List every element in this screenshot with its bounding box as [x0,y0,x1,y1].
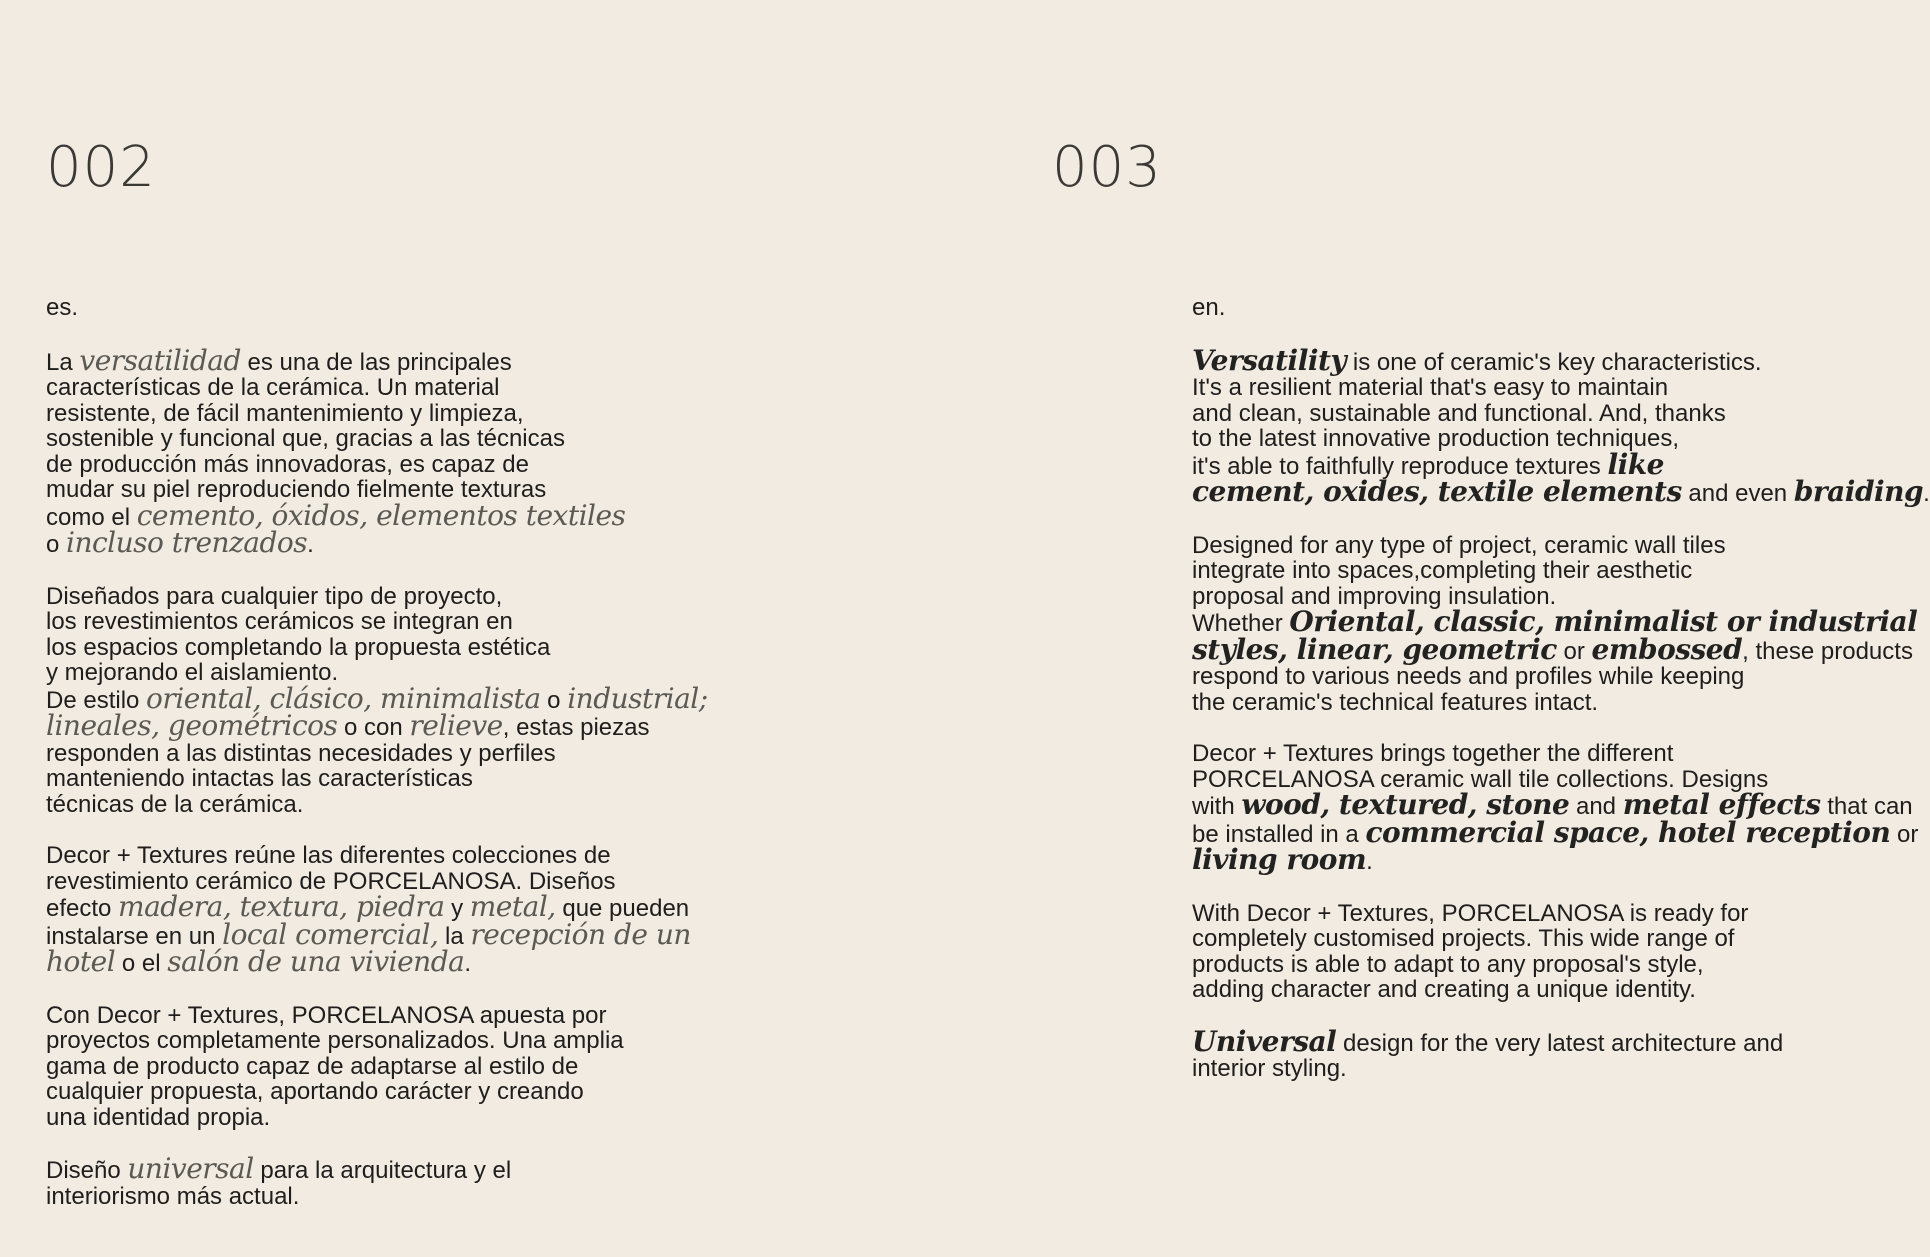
en-paragraph-3 [1192,740,1919,876]
text-run: design for the very latest architecture and [1336,1029,1784,1057]
text-line [46,1079,746,1105]
text-line [46,526,746,559]
en-paragraph-5 [1192,1024,1892,1082]
text-line [1192,343,1892,377]
text-run: Designed for any type of project, ceramic wall tiles [1192,531,1726,559]
text-run: o con [337,714,410,741]
text-run: With Decor + Textures, PORCELANOSA is ready for [1192,899,1749,927]
en-paragraph-1 [1192,343,1930,508]
text-line [1192,375,1892,401]
text-line [46,343,746,377]
text-line [46,1105,746,1131]
text-run: It's a resilient material that's easy to maintain [1192,374,1669,401]
emphasis-run: wood, textured, stone [1241,788,1570,821]
text-run: y [444,895,470,922]
text-run: adding character and creating a unique identity. [1192,976,1696,1003]
text-line [46,766,746,792]
emphasis-run: lineales, geométricos [46,709,338,742]
text-run: revestimiento cerámico de PORCELANOSA. Diseños [46,867,616,895]
text-line [46,945,746,978]
emphasis-run: commercial space, hotel reception [1365,815,1891,849]
text-run: que pueden [555,895,690,922]
emphasis-run: Oriental, classic, minimalist or industrial [1289,605,1918,638]
text-line [46,1028,746,1054]
text-run: that can [1820,793,1913,820]
spanish-text-column [46,295,746,1235]
text-run: una identidad propia. [46,1103,271,1131]
emphasis-run: salón de una vivienda [167,945,465,978]
emphasis-run: oriental, clásico, minimalista [146,681,541,715]
text-run: and even [1681,480,1794,507]
text-line [1192,926,1892,952]
emphasis-run: incluso trenzados [66,526,308,559]
text-run: , these products [1742,637,1913,665]
text-run: to the latest innovative production techniques, [1192,425,1679,452]
es-paragraph-3 [46,843,746,977]
text-run: respond to various needs and profiles while keeping [1192,663,1745,690]
text-run: o el [115,950,168,977]
text-run: with [1192,793,1242,820]
english-paragraphs [1192,343,1930,1082]
text-run: resistente, de fácil mantenimiento y limpieza, [46,399,524,427]
text-line [46,452,746,478]
text-line [1192,426,1892,452]
english-text-column [1192,294,1930,1108]
emphasis-run: cement, oxides, textile elements [1192,475,1682,508]
text-line [1192,843,1892,876]
text-run: PORCELANOSA ceramic wall tile collections. Designs [1192,765,1769,793]
text-run: instalarse en un [46,922,223,950]
text-line [46,1054,746,1080]
text-line [1192,558,1892,584]
emphasis-run: Versatility [1192,343,1347,377]
text-run: , estas piezas [502,714,650,741]
text-line [46,401,746,427]
text-run: técnicas de la cerámica. [46,790,304,818]
emphasis-run: living room [1192,843,1367,876]
page-number-right: 003 [1052,135,1162,200]
text-line [46,584,746,610]
text-line [1192,1024,1892,1058]
text-run: o [46,531,67,558]
text-run: interior styling. [1192,1055,1347,1082]
text-line [1192,401,1892,427]
text-run: proposal and improving insulation. [1192,582,1557,610]
emphasis-run: universal [127,1152,254,1185]
language-label-es: es. [46,294,79,321]
text-run: efecto [46,895,119,922]
es-paragraph-4 [46,1003,746,1131]
emphasis-run: madera, textura, piedra [118,890,445,923]
text-run: . [307,531,314,558]
text-line [1192,741,1892,767]
text-run: interiorismo más actual. [46,1182,300,1210]
text-run: de producción más innovadoras, es capaz de [46,450,529,478]
text-line [46,709,746,742]
text-run: características de la cerámica. Un material [46,374,500,401]
text-run: the ceramic's technical features intact. [1192,688,1599,716]
text-line [46,426,746,452]
text-line [1192,533,1892,559]
en-paragraph-2 [1192,531,1918,716]
text-line [46,741,746,767]
text-line [46,635,746,661]
page-number-left: 002 [46,135,156,200]
text-run: gama de producto capaz de adaptarse al estilo de [46,1052,579,1080]
text-line [46,1184,746,1210]
text-line [1192,664,1892,690]
emphasis-run: industrial; [567,681,708,715]
text-run: como el [46,503,137,531]
text-run: or [1556,637,1592,665]
text-run: completely customised projects. This wide range of [1192,925,1735,952]
text-line [1192,475,1930,508]
text-run: Diseñados para cualquier tipo de proyecto, [46,582,503,610]
text-run: is one of ceramic's key characteristics. [1346,348,1762,376]
text-line [1192,977,1892,1003]
emphasis-run: versatilidad [79,343,241,377]
text-line [46,1003,746,1029]
text-run: Diseño [46,1157,128,1184]
text-run: Con Decor + Textures, PORCELANOSA apuesta por [46,1001,607,1029]
es-paragraph-2 [46,584,746,818]
text-run: or [1890,820,1919,848]
es-paragraph-5 [46,1152,746,1210]
es-paragraph-1 [46,343,746,559]
text-line [1192,690,1892,716]
text-run: La [46,348,80,376]
text-run: . [464,950,472,977]
text-run: products is able to adapt to any proposal's style, [1192,950,1704,978]
text-line [46,843,746,869]
text-run: es una de las principales [240,348,512,376]
emphasis-run: local comercial, [222,917,439,951]
text-line [46,609,746,635]
emphasis-run: like [1607,447,1664,481]
text-run: los revestimientos cerámicos se integran en [46,608,513,635]
text-run: proyectos completamente personalizados. Una amplia [46,1027,624,1054]
text-line [1192,632,1913,666]
text-run: para la arquitectura y el [253,1157,512,1184]
emphasis-run: relieve [409,709,503,742]
text-run: los espacios completando la propuesta estética [46,633,551,661]
text-run: Decor + Textures reúne las diferentes colecciones de [46,842,611,869]
text-run: y mejorando el aislamiento. [46,659,339,686]
text-run: and clean, sustainable and functional. And, thanks [1192,399,1726,427]
text-run: be installed in a [1192,820,1366,848]
text-run: and [1569,793,1623,820]
text-run: cualquier propuesta, aportando carácter y creando [46,1078,584,1105]
en-paragraph-4 [1192,901,1892,1003]
emphasis-run: Universal [1192,1024,1337,1058]
text-run: responden a las distintas necesidades y perfiles [46,739,556,767]
emphasis-run: styles, linear, geometric [1192,632,1557,666]
text-line [1192,1056,1892,1082]
text-run: integrate into spaces,completing their aesthetic [1192,557,1693,584]
emphasis-run: recepción de un [470,917,691,951]
text-run: sostenible y funcional que, gracias a las técnicas [46,425,565,452]
text-line [46,792,746,818]
text-run: mudar su piel reproduciendo fielmente texturas [46,476,547,503]
emphasis-run: metal effects [1622,788,1821,821]
spanish-paragraphs [46,343,746,1210]
text-run: manteniendo intactas las características [46,765,473,792]
language-label-en: en. [1192,294,1226,321]
text-run: la [438,922,471,950]
emphasis-run: cemento, óxidos, elementos textiles [136,498,626,532]
text-run: Decor + Textures brings together the different [1192,740,1674,767]
emphasis-run: hotel [46,945,116,978]
text-run: De estilo [46,686,147,714]
text-run: . [1923,480,1930,507]
emphasis-run: braiding [1793,475,1924,508]
text-line [46,1152,746,1185]
text-line [1192,952,1892,978]
text-run: it's able to faithfully reproduce textures [1192,452,1608,480]
text-run: Whether [1192,610,1290,637]
text-line [46,375,746,401]
text-run: . [1366,848,1373,875]
emphasis-run: embossed [1591,632,1743,666]
text-run: o [540,686,568,714]
text-line [1192,901,1892,927]
emphasis-run: metal, [469,890,556,923]
